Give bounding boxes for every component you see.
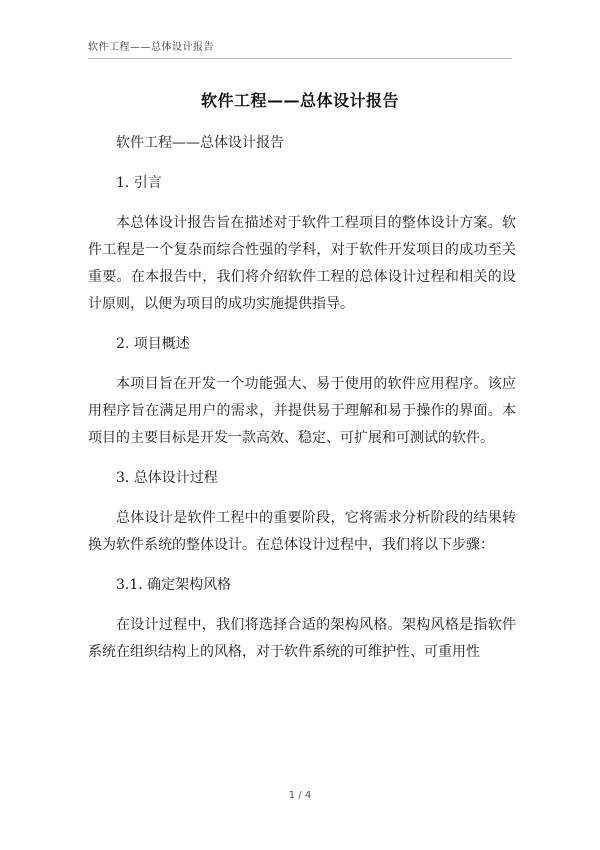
paragraph-project-overview: 本项目旨在开发一个功能强大、易于使用的软件应用程序。该应用程序旨在满足用户的需求，并提供易于理解和易于操作的界面。本项目的主要目标是开发一款高效、稳定、可扩展和可测试的软件。	[88, 376, 516, 446]
document-title: 软件工程——总体设计报告	[200, 91, 399, 110]
document-body	[88, 130, 516, 679]
section-heading-architecture-style: 3.1. 确定架构风格	[116, 577, 232, 593]
header-divider	[88, 58, 512, 59]
running-header: 软件工程——总体设计报告	[88, 42, 214, 53]
paragraph-architecture-style: 在设计过程中，我们将选择合适的架构风格。架构风格是指软件系统在组织结构上的风格，对于软件系统的可维护性、可重用性	[88, 617, 516, 660]
subtitle-line: 软件工程——总体设计报告	[116, 135, 284, 151]
paragraph-design-process: 总体设计是软件工程中的重要阶段，它将需求分析阶段的结果转换为软件系统的整体设计。在总体设计过程中，我们将以下步骤：	[88, 510, 516, 553]
section-heading-design-process: 3. 总体设计过程	[116, 470, 218, 486]
section-heading-introduction: 1. 引言	[116, 175, 162, 191]
page-number: 1 / 4	[288, 790, 312, 801]
paragraph-introduction: 本总体设计报告旨在描述对于软件工程项目的整体设计方案。软件工程是一个复杂而综合性强的学科，对于软件开发项目的成功至关重要。在本报告中，我们将介绍软件工程的总体设计过程和相关的设计原则，以便为项目的成功实施提供指导。	[88, 215, 516, 312]
section-heading-project-overview: 2. 项目概述	[116, 336, 190, 352]
